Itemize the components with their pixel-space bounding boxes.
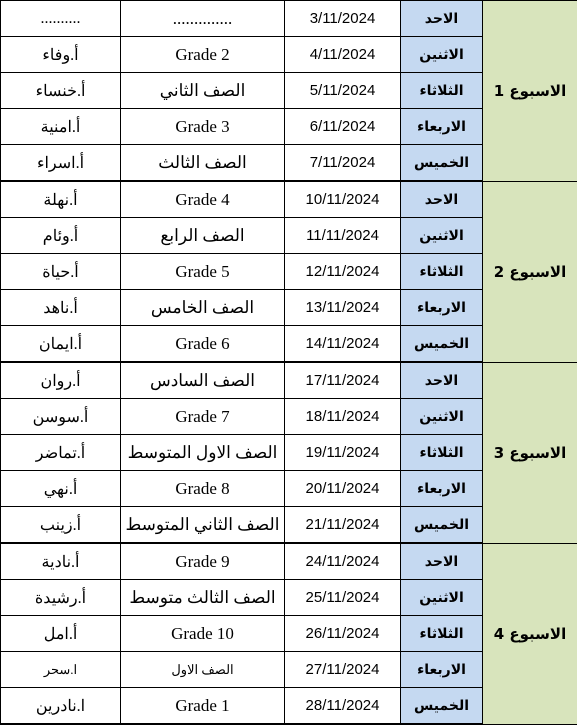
grade-cell: الصف الرابع [121, 218, 285, 254]
teacher-cell: أ.ايمان [1, 326, 121, 363]
date-cell: 10/11/2024 [285, 181, 401, 218]
day-cell: الخميس [401, 145, 483, 182]
date-cell: 19/11/2024 [285, 435, 401, 471]
date-cell: 24/11/2024 [285, 543, 401, 580]
teacher-cell: أ.زينب [1, 507, 121, 544]
schedule-row [1, 362, 577, 399]
date-cell: 20/11/2024 [285, 471, 401, 507]
date-cell: 14/11/2024 [285, 326, 401, 363]
day-cell: الاحد [401, 181, 483, 218]
date-cell: 4/11/2024 [285, 37, 401, 73]
schedule-body [1, 1, 577, 725]
day-cell: الخميس [401, 326, 483, 363]
grade-cell: الصف الاول [121, 652, 285, 688]
date-cell: 28/11/2024 [285, 688, 401, 725]
date-cell: 27/11/2024 [285, 652, 401, 688]
teacher-cell: أ.امنية [1, 109, 121, 145]
grade-cell: الصف السادس [121, 362, 285, 399]
grade-cell: Grade 1 [121, 688, 285, 725]
schedule-row [1, 1, 577, 37]
week-label-cell: الاسبوع 1 [483, 1, 577, 182]
week-label-cell: الاسبوع 3 [483, 362, 577, 543]
date-cell: 12/11/2024 [285, 254, 401, 290]
teacher-cell: أ.امل [1, 616, 121, 652]
day-cell: الاثنين [401, 399, 483, 435]
day-cell: الاربعاء [401, 290, 483, 326]
grade-cell: الصف الاول المتوسط [121, 435, 285, 471]
date-cell: 26/11/2024 [285, 616, 401, 652]
teacher-cell: أ.خنساء [1, 73, 121, 109]
grade-cell: الصف الثاني المتوسط [121, 507, 285, 544]
schedule-row [1, 181, 577, 218]
teacher-cell: ا.نادرين [1, 688, 121, 725]
date-cell: 13/11/2024 [285, 290, 401, 326]
day-cell: الثلاثاء [401, 254, 483, 290]
date-cell: 11/11/2024 [285, 218, 401, 254]
day-cell: الاحد [401, 362, 483, 399]
day-cell: الثلاثاء [401, 73, 483, 109]
teacher-cell: أ.نادية [1, 543, 121, 580]
grade-cell: الصف الثالث [121, 145, 285, 182]
day-cell: الاثنين [401, 580, 483, 616]
day-cell: الاحد [401, 1, 483, 37]
grade-cell: Grade 6 [121, 326, 285, 363]
grade-cell: Grade 8 [121, 471, 285, 507]
schedule-row [1, 543, 577, 580]
grade-cell: Grade 5 [121, 254, 285, 290]
day-cell: الخميس [401, 688, 483, 725]
date-cell: 25/11/2024 [285, 580, 401, 616]
grade-cell: .............. [121, 1, 285, 37]
day-cell: الاحد [401, 543, 483, 580]
grade-cell: الصف الثالث متوسط [121, 580, 285, 616]
teacher-cell: ا.سحر [1, 652, 121, 688]
date-cell: 17/11/2024 [285, 362, 401, 399]
teacher-cell: .......... [1, 1, 121, 37]
teacher-cell: أ.وئام [1, 218, 121, 254]
grade-cell: Grade 7 [121, 399, 285, 435]
date-cell: 6/11/2024 [285, 109, 401, 145]
week-label-cell: الاسبوع 4 [483, 543, 577, 724]
day-cell: الثلاثاء [401, 616, 483, 652]
grade-cell: Grade 9 [121, 543, 285, 580]
date-cell: 21/11/2024 [285, 507, 401, 544]
teacher-cell: أ.اسراء [1, 145, 121, 182]
day-cell: الاربعاء [401, 109, 483, 145]
grade-cell: Grade 4 [121, 181, 285, 218]
date-cell: 3/11/2024 [285, 1, 401, 37]
day-cell: الاثنين [401, 218, 483, 254]
grade-cell: الصف الخامس [121, 290, 285, 326]
date-cell: 7/11/2024 [285, 145, 401, 182]
day-cell: الخميس [401, 507, 483, 544]
grade-cell: Grade 2 [121, 37, 285, 73]
day-cell: الاربعاء [401, 471, 483, 507]
teacher-cell: أ.تماضر [1, 435, 121, 471]
day-cell: الثلاثاء [401, 435, 483, 471]
grade-cell: Grade 3 [121, 109, 285, 145]
week-label-cell: الاسبوع 2 [483, 181, 577, 362]
teacher-cell: أ.روان [1, 362, 121, 399]
date-cell: 18/11/2024 [285, 399, 401, 435]
day-cell: الاربعاء [401, 652, 483, 688]
teacher-cell: أ.نهي [1, 471, 121, 507]
teacher-cell: أ.رشيدة [1, 580, 121, 616]
grade-cell: الصف الثاني [121, 73, 285, 109]
teacher-cell: أ.سوسن [1, 399, 121, 435]
date-cell: 5/11/2024 [285, 73, 401, 109]
teacher-cell: أ.ناهد [1, 290, 121, 326]
day-cell: الاثنين [401, 37, 483, 73]
teacher-cell: أ.نهلة [1, 181, 121, 218]
teacher-cell: أ.حياة [1, 254, 121, 290]
teacher-cell: أ.وفاء [1, 37, 121, 73]
grade-cell: Grade 10 [121, 616, 285, 652]
